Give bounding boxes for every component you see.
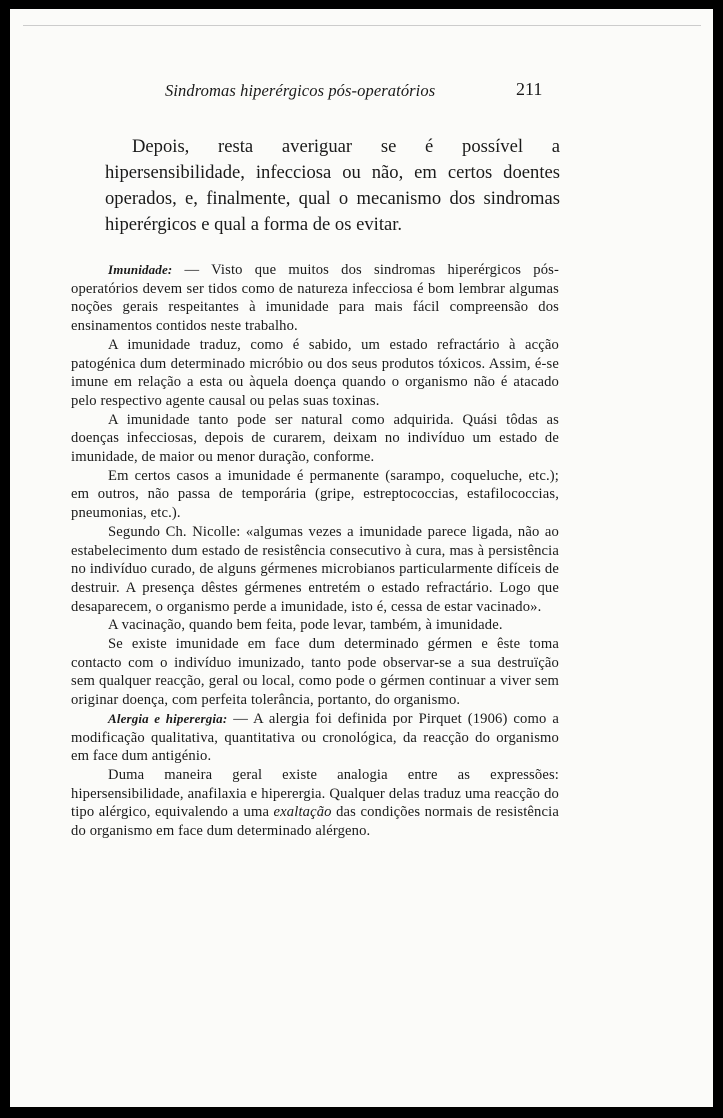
paragraph: A imunidade traduz, como é sabido, um estado refractário à acção patogénica dum determinado micróbio ou dos seus produtos tóxicos. Assim, é-se imune em relação a esta ou àquela doença quando o organismo não é atacado pelo respectivo agente causal ou pelas suas toxinas. <box>71 336 559 409</box>
running-title: Sindromas hiperérgicos pós-operatórios <box>165 81 436 100</box>
intro-paragraph: Depois, resta averiguar se é possível a hipersensibilidade, infecciosa ou não, em certos doentes operados, e, finalmente, qual o mecanismo dos sindromas hiperérgicos e qual a forma de os evitar. <box>105 136 560 235</box>
emphasis-text: exaltação <box>273 804 332 821</box>
page-header <box>10 79 713 109</box>
paragraph-text: Duma maneira geral existe analogia entre as expressões: hipersensibilidade, anafilaxia e hiperergia. Qualquer delas traduz uma reacção do tipo alérgico, equivalendo a uma <box>71 766 559 821</box>
section-lead-alergia: Alergia e hiperergia: <box>108 710 228 726</box>
section-lead-imunidade: Imunidade: <box>108 262 173 277</box>
top-shading <box>23 25 701 26</box>
paragraph: A imunidade tanto pode ser natural como adquirida. Quási tôdas as doenças infecciosas, depois de curarem, deixam no indivíduo um estado de imunidade, de maior ou menor duração, conforme. <box>71 411 559 466</box>
paragraph: Se existe imunidade em face dum determinado gérmen e êste toma contacto com o indivíduo imunizado, tanto pode observar-se a sua destruïção sem qualquer reacção, geral ou local, como pode o gérmen continuar a viver sem originar doença, com perfeita tolerância, portanto, do organismo. <box>71 636 559 709</box>
intro-paragraph-block <box>105 134 560 238</box>
body-text <box>71 261 559 841</box>
paragraph-alergia-intro <box>71 710 559 766</box>
paragraph <box>71 766 559 841</box>
paragraph: Segundo Ch. Nicolle: «algumas vezes a imunidade parece ligada, não ao estabelecimento dum estado de resistência consecutivo à cura, mas à persistência no indivíduo curado, de alguns gérmenes microbianos particularmente difíceis de destruir. A presença dêstes gérmenes entretém o estado refractário. Logo que desaparecem, o organismo perde a imunidade, isto é, cessa de estar vacinado». <box>71 523 559 615</box>
paragraph-text: das condições normais de resistência do organismo em face dum determinado alérgeno. <box>71 804 559 840</box>
book-page <box>10 9 713 1107</box>
paragraph-text: — A alergia foi definida por Pirquet (1906) como a modificação qualitativa, quantitativa ou cronológica, da reacção do organismo em face dum antigénio. <box>71 710 559 765</box>
paragraph-imunidade-intro <box>71 261 559 336</box>
paragraph: Em certos casos a imunidade é permanente (sarampo, coqueluche, etc.); em outros, não passa de temporária (gripe, estreptococcias, estafilococcias, pneumonias, etc.). <box>71 467 559 522</box>
paragraph: A vacinação, quando bem feita, pode levar, também, à imunidade. <box>108 617 503 634</box>
page-number: 211 <box>516 79 543 99</box>
paragraph-text: — Visto que muitos dos sindromas hiperérgicos pós-operatórios devem ser tidos como de natureza infecciosa é bom lembrar algumas noções gerais respeitantes à imunidade para mais fácil compreensão dos ensinamentos contidos neste trabalho. <box>71 262 559 335</box>
